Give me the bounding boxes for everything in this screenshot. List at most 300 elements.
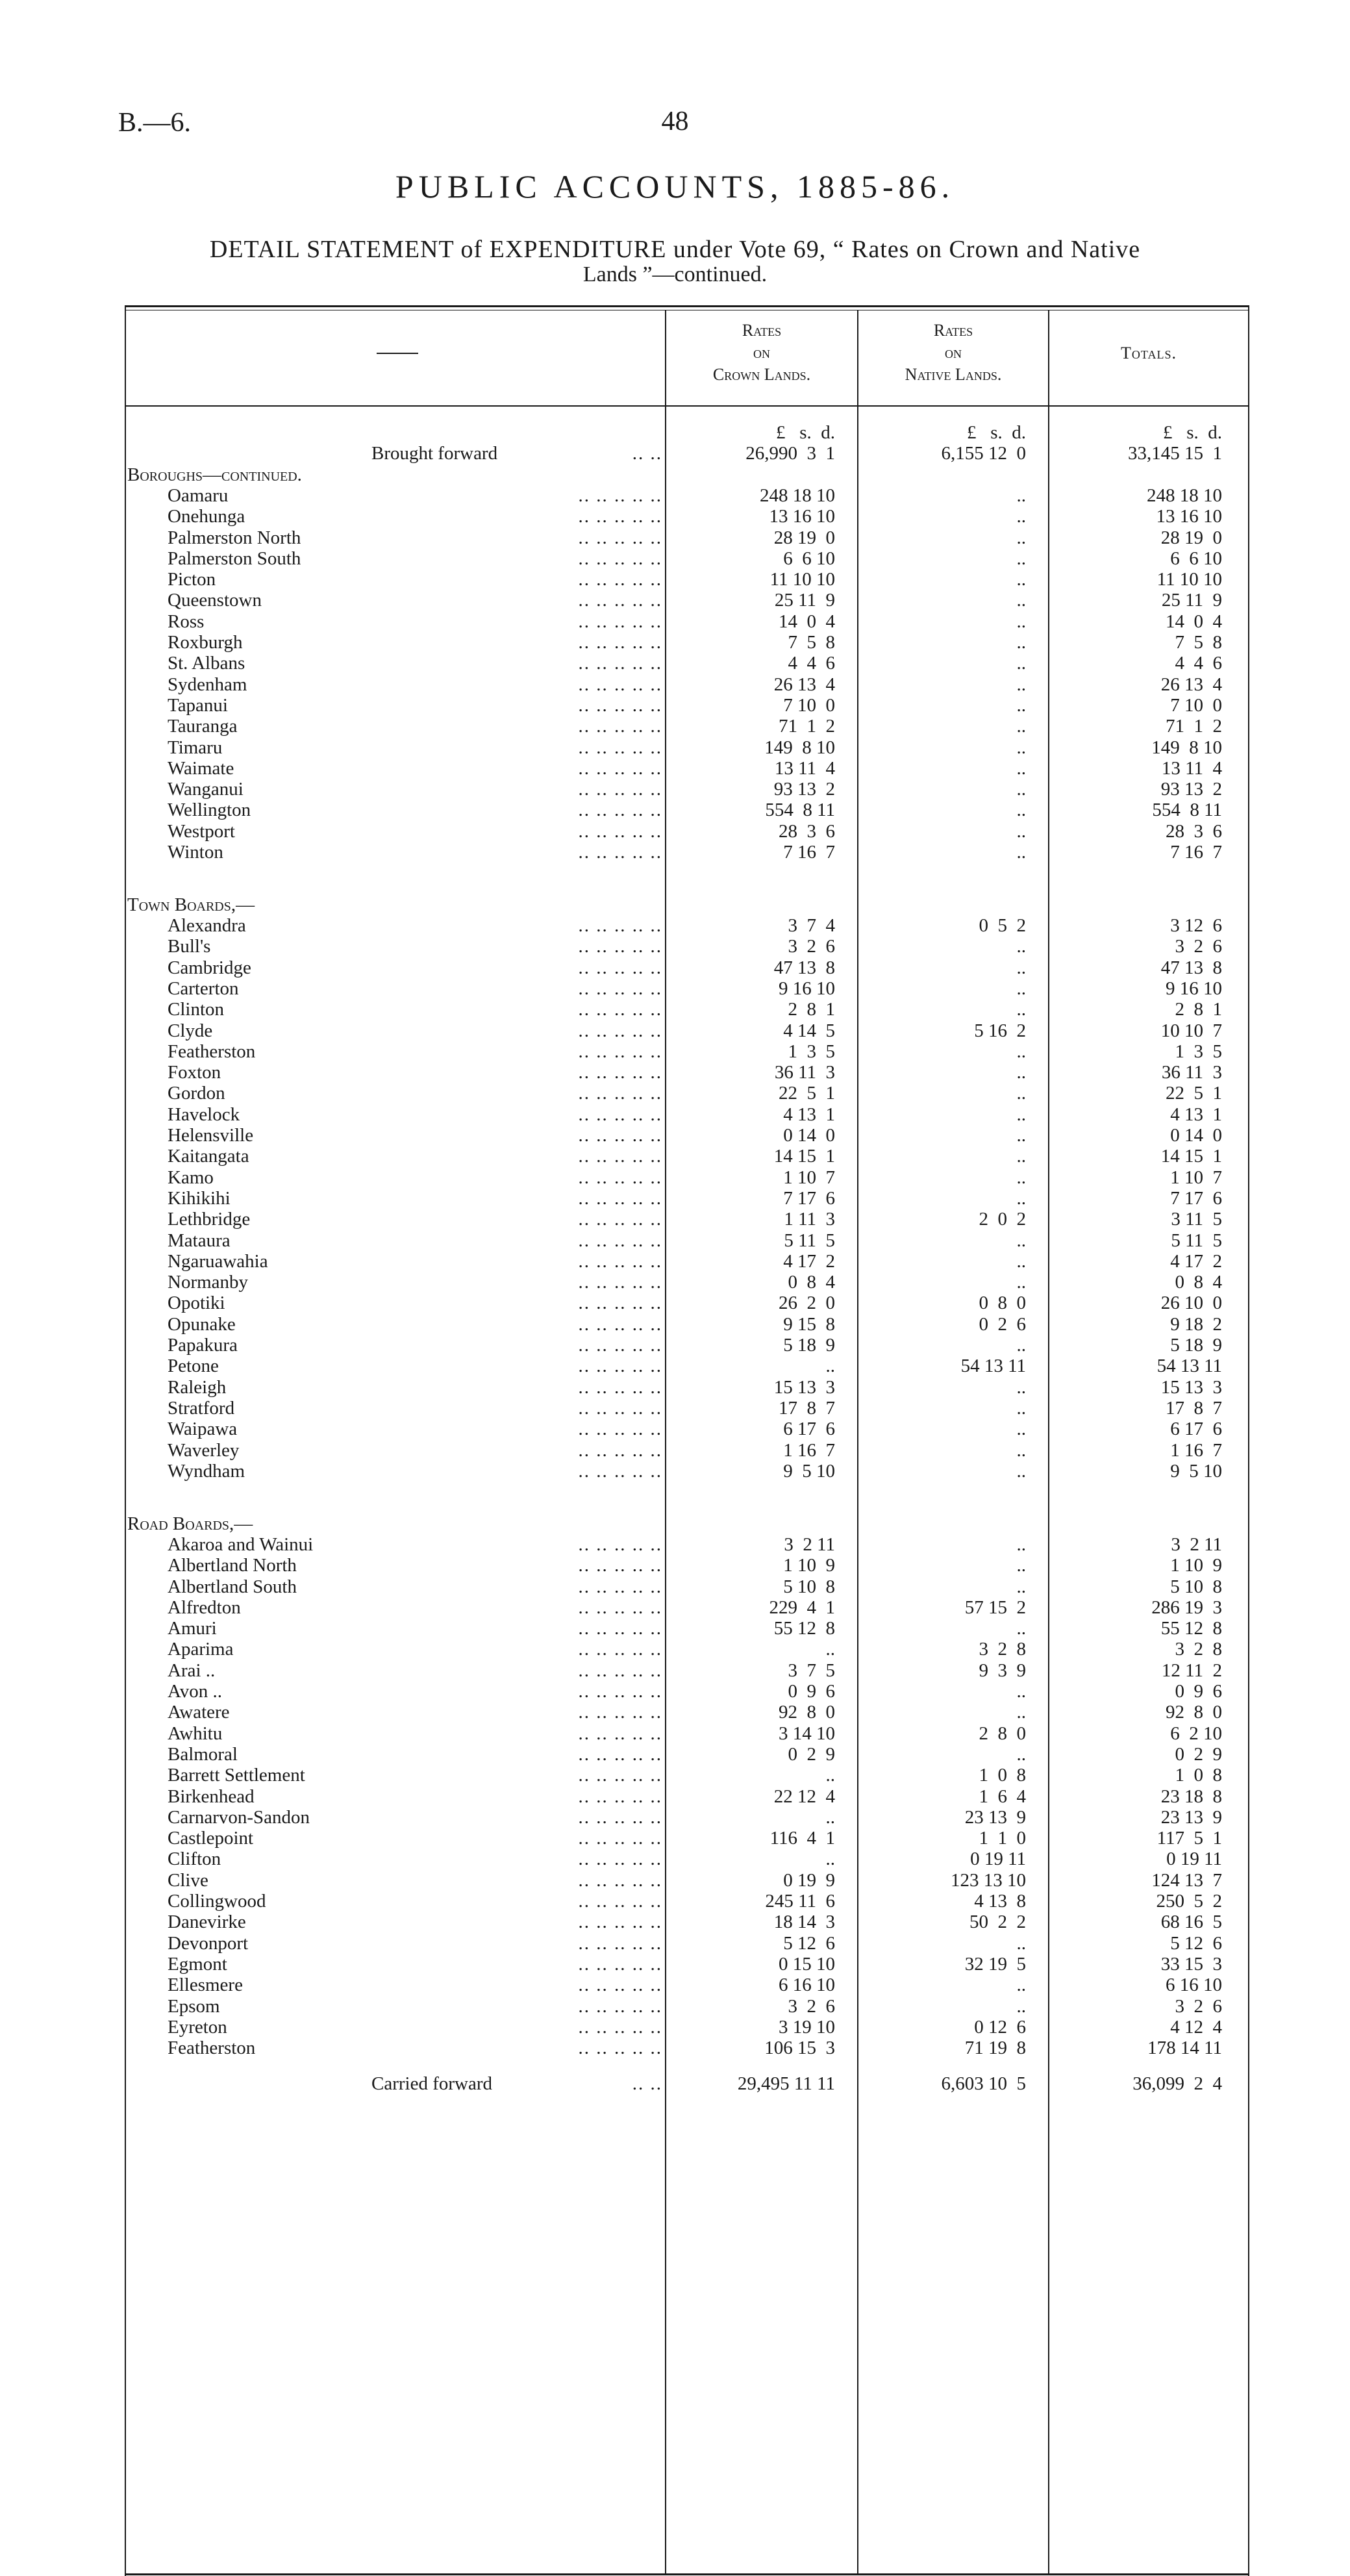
leader-dots: .. .. .. .. .. [578, 1995, 662, 2017]
carried-forward-totals: 36,099 2 4 [1132, 2073, 1222, 2094]
row-name: Waverley [168, 1439, 240, 1461]
row-total-amount: 71 1 2 [1166, 716, 1222, 737]
table-row [0, 779, 1350, 800]
row-total-amount: 15 13 3 [1160, 1376, 1222, 1398]
row-crown-amount: 14 15 1 [773, 1146, 835, 1167]
row-name: Carnarvon-Sandon [168, 1806, 310, 1828]
row-native-amount: .. [1016, 999, 1026, 1020]
section-title: Boroughs—continued. [127, 464, 302, 485]
row-name: Eyreton [168, 2016, 227, 2038]
row-native-amount: 57 15 2 [964, 1597, 1026, 1618]
row-total-amount: 28 19 0 [1160, 527, 1222, 548]
row-crown-amount: 245 11 6 [765, 1891, 835, 1912]
row-name: Aparima [168, 1639, 234, 1660]
table-row [0, 1230, 1350, 1251]
table-row [0, 1125, 1350, 1146]
table-row [0, 1167, 1350, 1188]
row-native-amount: 0 12 6 [974, 2016, 1026, 2038]
row-crown-amount: 3 7 4 [788, 915, 835, 936]
row-name: Kamo [168, 1167, 214, 1188]
leader-dots: .. .. .. .. .. [578, 1975, 662, 1996]
row-crown-amount: 116 4 1 [769, 1828, 835, 1849]
row-native-amount: 2 8 0 [979, 1723, 1026, 1744]
row-native-amount: 0 5 2 [979, 915, 1026, 936]
leader-dots: .. .. .. .. .. [578, 1828, 662, 1849]
row-total-amount: 250 5 2 [1156, 1891, 1222, 1912]
header-crown-lands [666, 320, 857, 386]
row-native-amount: 0 2 6 [979, 1313, 1026, 1335]
carried-forward-native: 6,603 10 5 [941, 2073, 1026, 2094]
row-native-amount: .. [1016, 1702, 1026, 1723]
row-name: Alexandra [168, 915, 246, 936]
table-row [0, 1440, 1350, 1461]
row-total-amount: 2 8 1 [1175, 999, 1222, 1020]
row-name: Havelock [168, 1104, 240, 1125]
table-row [0, 1104, 1350, 1125]
row-total-amount: 11 10 10 [1156, 569, 1222, 590]
row-name: Albertland North [168, 1555, 297, 1576]
table-row [0, 1356, 1350, 1376]
leader-dots: .. .. .. .. .. [578, 632, 662, 653]
table-row [0, 548, 1350, 569]
row-crown-amount: 3 2 6 [788, 1995, 835, 2017]
table-top-rule [125, 305, 1249, 307]
row-total-amount: 3 12 6 [1170, 915, 1222, 936]
row-crown-amount: 17 8 7 [779, 1397, 835, 1419]
row-crown-amount: 149 8 10 [764, 737, 835, 758]
table-row [0, 1807, 1350, 1828]
leader-dots: .. .. .. .. .. [578, 1702, 662, 1723]
row-crown-amount: 3 2 11 [784, 1534, 835, 1555]
row-total-amount: 3 2 8 [1175, 1639, 1222, 1660]
row-crown-amount: 0 15 10 [779, 1953, 835, 1975]
row-name: Awatere [168, 1702, 230, 1723]
row-name: Queenstown [168, 590, 262, 611]
row-crown-amount: 248 18 10 [760, 485, 835, 506]
row-name: Featherston [168, 1041, 256, 1062]
row-native-amount: 23 13 9 [964, 1806, 1026, 1828]
row-total-amount: 3 11 5 [1171, 1209, 1222, 1230]
leader-dots: .. .. .. .. .. [578, 1083, 662, 1104]
brought-forward-native: 6,155 12 0 [941, 443, 1026, 464]
row-native-amount: .. [1016, 1555, 1026, 1576]
row-name: Stratford [168, 1397, 235, 1419]
row-total-amount: 9 5 10 [1170, 1460, 1222, 1482]
row-crown-amount: 26 2 0 [779, 1293, 835, 1314]
row-native-amount: .. [1016, 1041, 1026, 1062]
leader-dots: .. .. .. .. .. [578, 1460, 662, 1482]
row-total-amount: 25 11 9 [1161, 590, 1222, 611]
row-native-amount: .. [1016, 674, 1026, 695]
leader-dots: .. .. .. .. .. [578, 737, 662, 758]
row-total-amount: 4 12 4 [1170, 2016, 1222, 2038]
row-name: Petone [168, 1356, 219, 1377]
header-crown-line-3: Crown Lands. [712, 365, 811, 384]
row-native-amount: .. [1016, 590, 1026, 611]
row-total-amount: 0 2 9 [1175, 1743, 1222, 1765]
leader-dots: .. .. .. .. .. [578, 915, 662, 936]
leader-dots: .. .. .. .. .. [578, 800, 662, 821]
leader-dots: .. .. .. .. .. [578, 506, 662, 527]
row-crown-amount: 4 14 5 [783, 1020, 835, 1041]
leader-dots: .. .. .. .. .. [578, 1356, 662, 1377]
row-native-amount: .. [1016, 1576, 1026, 1597]
row-native-amount: .. [1016, 1062, 1026, 1083]
row-native-amount: .. [1016, 527, 1026, 548]
row-total-amount: 178 14 11 [1147, 2038, 1222, 2059]
row-name: Palmerston North [168, 527, 301, 548]
leader-dots: .. .. .. .. .. [578, 936, 662, 957]
row-native-amount: 54 13 11 [960, 1356, 1026, 1377]
table-row [0, 1209, 1350, 1230]
row-crown-amount: 6 17 6 [783, 1419, 835, 1440]
row-crown-amount: 3 19 10 [779, 2016, 835, 2038]
row-name: Tauranga [168, 716, 238, 737]
row-crown-amount: 13 11 4 [774, 757, 835, 779]
row-native-amount: .. [1016, 1146, 1026, 1167]
table-row [0, 1020, 1350, 1041]
table-row [0, 1083, 1350, 1104]
header-native-line-3: Native Lands. [905, 365, 1002, 384]
table-row [0, 1335, 1350, 1356]
row-crown-amount: 3 14 10 [779, 1723, 835, 1744]
row-crown-amount: 106 15 3 [764, 2038, 835, 2059]
row-name: Clyde [168, 1020, 213, 1041]
row-name: Papakura [168, 1335, 238, 1356]
row-native-amount: .. [1016, 779, 1026, 800]
row-crown-amount: 1 16 7 [783, 1439, 835, 1461]
row-native-amount: 1 1 0 [979, 1828, 1026, 1849]
table-row [0, 957, 1350, 978]
table-row [0, 1660, 1350, 1681]
table-row [0, 1272, 1350, 1293]
row-name: Waipawa [168, 1419, 238, 1440]
row-crown-amount: 0 19 9 [783, 1869, 835, 1891]
row-native-amount: .. [1016, 978, 1026, 999]
table-row [0, 1597, 1350, 1618]
row-native-amount: 3 2 8 [979, 1639, 1026, 1660]
leader-dots: .. .. .. .. .. [578, 1125, 662, 1146]
leader-dots: .. .. .. .. .. [578, 1786, 662, 1807]
row-name: Lethbridge [168, 1209, 251, 1230]
row-native-amount: .. [1016, 1376, 1026, 1398]
leader-dots: .. .. .. .. .. [578, 1439, 662, 1461]
row-total-amount: 9 18 2 [1170, 1313, 1222, 1335]
table-row [0, 1870, 1350, 1891]
leader-dots: .. .. .. .. .. [578, 1912, 662, 1933]
row-native-amount: .. [1016, 1397, 1026, 1419]
table-row [0, 569, 1350, 590]
row-native-amount: .. [1016, 569, 1026, 590]
row-name: Picton [168, 569, 216, 590]
row-total-amount: 14 15 1 [1160, 1146, 1222, 1167]
leader-dots: .. .. .. .. .. [578, 842, 662, 863]
row-native-amount: 0 8 0 [979, 1293, 1026, 1314]
page-reference: B.—6. [118, 108, 192, 138]
leader-dots: .. .. .. .. .. [578, 716, 662, 737]
row-crown-amount: 13 16 10 [769, 506, 835, 527]
table-row [0, 1398, 1350, 1419]
row-name: Foxton [168, 1062, 221, 1083]
leader-dots: .. .. .. .. .. [578, 1187, 662, 1209]
row-native-amount: .. [1016, 957, 1026, 978]
row-crown-amount: 14 0 4 [779, 611, 835, 632]
leader-dots: .. .. [632, 443, 662, 464]
brought-forward-totals: 33,145 15 1 [1128, 443, 1222, 464]
leader-dots: .. .. .. .. .. [578, 2038, 662, 2059]
table-row [0, 2017, 1350, 2038]
row-name: Oamaru [168, 485, 229, 506]
row-crown-amount: 5 12 6 [783, 1932, 835, 1954]
row-crown-amount: .. [825, 1765, 835, 1786]
row-crown-amount: 5 11 5 [784, 1230, 835, 1251]
page-number: 48 [661, 107, 689, 136]
row-native-amount: 50 2 2 [969, 1912, 1026, 1933]
header-native-line-1: Rates [933, 321, 973, 340]
row-total-amount: 7 10 0 [1170, 694, 1222, 716]
row-crown-amount: 25 11 9 [774, 590, 835, 611]
row-crown-amount: 5 10 8 [783, 1576, 835, 1597]
header-crown-line-1: Rates [742, 321, 782, 340]
row-total-amount: 5 11 5 [1171, 1230, 1222, 1251]
leader-dots: .. .. .. .. .. [578, 957, 662, 978]
table-row [0, 1786, 1350, 1807]
row-crown-amount: 1 3 5 [788, 1041, 835, 1062]
row-total-amount: 4 4 6 [1175, 653, 1222, 674]
leader-dots: .. .. .. .. .. [578, 485, 662, 506]
row-name: Clinton [168, 999, 225, 1020]
row-native-amount: 32 19 5 [964, 1953, 1026, 1975]
row-crown-amount: 36 11 3 [774, 1062, 835, 1083]
leader-dots: .. .. .. .. .. [578, 1146, 662, 1167]
row-total-amount: 5 10 8 [1170, 1576, 1222, 1597]
leader-dots: .. .. .. .. .. [578, 757, 662, 779]
row-total-amount: 33 15 3 [1160, 1953, 1222, 1975]
leader-dots: .. .. .. .. .. [578, 611, 662, 632]
table-row [0, 674, 1350, 695]
leader-dots: .. .. [632, 2073, 662, 2094]
row-name: Akaroa and Wainui [168, 1534, 314, 1555]
row-crown-amount: 7 17 6 [783, 1187, 835, 1209]
row-crown-amount: 9 5 10 [783, 1460, 835, 1482]
row-total-amount: 6 6 10 [1170, 548, 1222, 569]
leader-dots: .. .. .. .. .. [578, 1849, 662, 1870]
row-name: Normanby [168, 1272, 249, 1293]
row-native-amount: .. [1016, 1681, 1026, 1702]
row-native-amount: 1 0 8 [979, 1765, 1026, 1786]
row-total-amount: 22 5 1 [1166, 1083, 1222, 1104]
leader-dots: .. .. .. .. .. [578, 694, 662, 716]
row-native-amount: 5 16 2 [974, 1020, 1026, 1041]
row-crown-amount: 28 3 6 [779, 820, 835, 842]
row-native-amount: 0 19 11 [970, 1849, 1026, 1870]
leader-dots: .. .. .. .. .. [578, 1376, 662, 1398]
row-total-amount: 149 8 10 [1151, 737, 1222, 758]
table-row [0, 936, 1350, 957]
row-native-amount: .. [1016, 506, 1026, 527]
row-name: Carterton [168, 978, 239, 999]
row-name: Opunake [168, 1313, 236, 1335]
row-crown-amount: 1 11 3 [784, 1209, 835, 1230]
row-name: Wanganui [168, 779, 244, 800]
leader-dots: .. .. .. .. .. [578, 1062, 662, 1083]
row-native-amount: .. [1016, 1104, 1026, 1125]
row-crown-amount: 0 2 9 [788, 1743, 835, 1765]
row-native-amount: .. [1016, 716, 1026, 737]
statement-subtitle-line-2: Lands ”—continued. [582, 262, 768, 286]
row-total-amount: 248 18 10 [1147, 485, 1222, 506]
row-native-amount: 4 13 8 [974, 1891, 1026, 1912]
row-name: Timaru [168, 737, 223, 758]
leader-dots: .. .. .. .. .. [578, 1313, 662, 1335]
table-row [0, 506, 1350, 527]
table-row [0, 1618, 1350, 1639]
leader-dots: .. .. .. .. .. [578, 1618, 662, 1639]
table-row [0, 653, 1350, 674]
row-total-amount: 3 2 6 [1175, 936, 1222, 957]
table-row [0, 1702, 1350, 1723]
row-native-amount: .. [1016, 1272, 1026, 1293]
leader-dots: .. .. .. .. .. [578, 1104, 662, 1125]
row-native-amount: .. [1016, 1743, 1026, 1765]
row-total-amount: 26 10 0 [1160, 1293, 1222, 1314]
table-row [0, 1912, 1350, 1932]
brought-forward-crown: 26,990 3 1 [745, 443, 835, 464]
header-native-line-2: on [945, 343, 962, 362]
row-name: Birkenhead [168, 1786, 255, 1807]
row-name: Sydenham [168, 674, 247, 695]
row-name: Avon .. [168, 1681, 223, 1702]
table-row [0, 1975, 1350, 1995]
row-name: Waimate [168, 757, 234, 779]
row-crown-amount: 6 6 10 [783, 548, 835, 569]
table-row [0, 999, 1350, 1020]
row-name: Barrett Settlement [168, 1765, 305, 1786]
row-crown-amount: 3 7 5 [788, 1660, 835, 1681]
row-total-amount: 47 13 8 [1160, 957, 1222, 978]
header-native-lands [858, 320, 1048, 386]
row-total-amount: 1 3 5 [1175, 1041, 1222, 1062]
table-row [0, 978, 1350, 999]
leader-dots: .. .. .. .. .. [578, 1335, 662, 1356]
row-crown-amount: 1 10 9 [783, 1555, 835, 1576]
leader-dots: .. .. .. .. .. [578, 569, 662, 590]
row-total-amount: 13 16 10 [1156, 506, 1222, 527]
leader-dots: .. .. .. .. .. [578, 978, 662, 999]
row-name: Arai .. [168, 1660, 216, 1681]
row-total-amount: 6 2 10 [1170, 1723, 1222, 1744]
row-total-amount: 28 3 6 [1166, 820, 1222, 842]
row-crown-amount: 15 13 3 [773, 1376, 835, 1398]
units-crown: £ s. d. [775, 422, 835, 443]
row-name: Egmont [168, 1953, 227, 1975]
table-row [0, 485, 1350, 506]
table-row [0, 1062, 1350, 1083]
row-native-amount: 123 13 10 [951, 1869, 1026, 1891]
row-total-amount: 6 17 6 [1170, 1419, 1222, 1440]
row-name: Opotiki [168, 1293, 225, 1314]
row-native-amount: .. [1016, 653, 1026, 674]
row-total-amount: 92 8 0 [1166, 1702, 1222, 1723]
row-crown-amount: 22 12 4 [773, 1786, 835, 1807]
row-total-amount: 9 16 10 [1166, 978, 1222, 999]
row-crown-amount: 93 13 2 [773, 779, 835, 800]
row-total-amount: 23 13 9 [1160, 1806, 1222, 1828]
row-native-amount: .. [1016, 757, 1026, 779]
row-crown-amount: 0 14 0 [783, 1125, 835, 1146]
row-crown-amount: 7 5 8 [788, 632, 835, 653]
row-total-amount: 1 10 7 [1170, 1167, 1222, 1188]
row-total-amount: 6 16 10 [1166, 1975, 1222, 1996]
row-native-amount: .. [1016, 485, 1026, 506]
brought-forward-label: Brought forward [371, 443, 498, 464]
row-native-amount: .. [1016, 842, 1026, 863]
row-crown-amount: 26 13 4 [773, 674, 835, 695]
leader-dots: .. .. .. .. .. [578, 2016, 662, 2038]
table-row [0, 611, 1350, 632]
row-native-amount: .. [1016, 1439, 1026, 1461]
leader-dots: .. .. .. .. .. [578, 779, 662, 800]
table-row [0, 1891, 1350, 1912]
row-name: Kaitangata [168, 1146, 249, 1167]
row-crown-amount: 3 2 6 [788, 936, 835, 957]
leader-dots: .. .. .. .. .. [578, 1806, 662, 1828]
leader-dots: .. .. .. .. .. [578, 674, 662, 695]
row-crown-amount: 47 13 8 [773, 957, 835, 978]
row-name: Ellesmere [168, 1975, 243, 1996]
row-native-amount: 71 19 8 [964, 2038, 1026, 2059]
header-crown-line-2: on [753, 343, 770, 362]
row-crown-amount: .. [825, 1356, 835, 1377]
leader-dots: .. .. .. .. .. [578, 999, 662, 1020]
row-crown-amount: 6 16 10 [779, 1975, 835, 1996]
row-native-amount: .. [1016, 1975, 1026, 1996]
row-crown-amount: 229 4 1 [769, 1597, 835, 1618]
leader-dots: .. .. .. .. .. [578, 1555, 662, 1576]
row-native-amount: .. [1016, 632, 1026, 653]
leader-dots: .. .. .. .. .. [578, 1597, 662, 1618]
statement-subtitle-line-1: DETAIL STATEMENT of EXPENDITURE under Vote 69, “ Rates on Crown and Native [209, 236, 1141, 263]
row-total-amount: 0 9 6 [1175, 1681, 1222, 1702]
row-native-amount: .. [1016, 694, 1026, 716]
row-total-amount: 55 12 8 [1160, 1618, 1222, 1639]
row-crown-amount: .. [825, 1806, 835, 1828]
leader-dots: .. .. .. .. .. [578, 1041, 662, 1062]
row-crown-amount: 9 16 10 [779, 978, 835, 999]
table-row [0, 1576, 1350, 1597]
row-native-amount: .. [1016, 1250, 1026, 1272]
leader-dots: .. .. .. .. .. [578, 1743, 662, 1765]
table-row [0, 1828, 1350, 1849]
table-row [0, 1251, 1350, 1272]
row-native-amount: 2 0 2 [979, 1209, 1026, 1230]
row-total-amount: 14 0 4 [1166, 611, 1222, 632]
table-row [0, 821, 1350, 842]
table-row [0, 758, 1350, 779]
leader-dots: .. .. .. .. .. [578, 1660, 662, 1681]
units-row [0, 422, 1350, 443]
row-native-amount: .. [1016, 611, 1026, 632]
row-native-amount: .. [1016, 1125, 1026, 1146]
row-crown-amount: 18 14 3 [773, 1912, 835, 1933]
table-row [0, 1723, 1350, 1744]
row-total-amount: 3 2 11 [1171, 1534, 1222, 1555]
row-native-amount: .. [1016, 1534, 1026, 1555]
row-crown-amount: 11 10 10 [769, 569, 835, 590]
row-total-amount: 1 0 8 [1175, 1765, 1222, 1786]
leader-dots: .. .. .. .. .. [578, 1272, 662, 1293]
leader-dots: .. .. .. .. .. [578, 1576, 662, 1597]
